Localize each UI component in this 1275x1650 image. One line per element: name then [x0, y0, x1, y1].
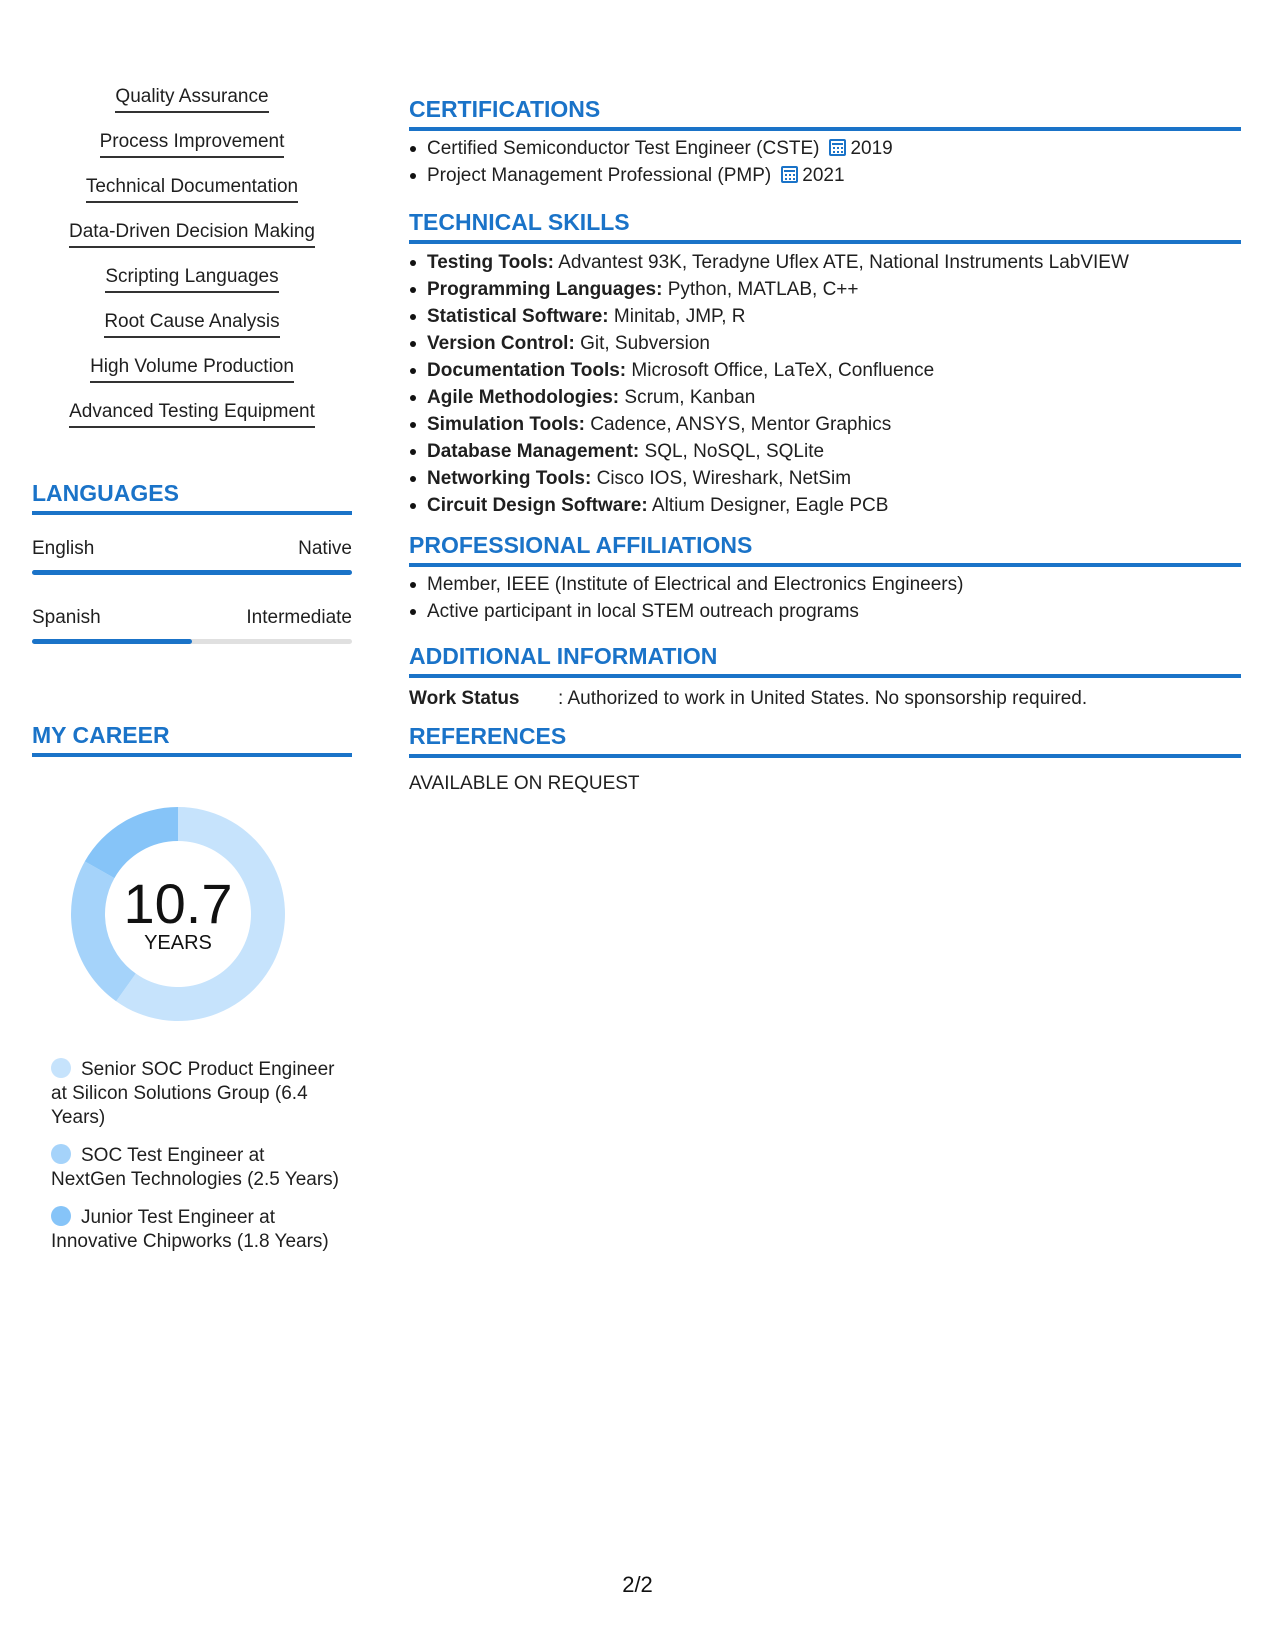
- career-legend-item: [51, 1144, 341, 1192]
- language-spanish: [32, 607, 352, 644]
- tech-skill-item: [409, 465, 1241, 492]
- additional-info-heading: ADDITIONAL INFORMATION: [409, 643, 1241, 678]
- tech-skill-item: [409, 330, 1241, 357]
- language-bar-fill: [32, 639, 192, 644]
- language-name: English: [32, 538, 95, 559]
- career-legend-text: Junior Test Engineer at Innovative Chipworks (1.8 Years): [51, 1207, 329, 1252]
- certification-item: [409, 162, 1241, 189]
- skill-item: [32, 311, 352, 356]
- certifications-list: [409, 135, 1241, 189]
- career-legend-item: [51, 1058, 341, 1130]
- skill-label: Process Improvement: [100, 131, 285, 158]
- skill-item: [32, 221, 352, 266]
- skill-label: Data-Driven Decision Making: [69, 221, 315, 248]
- language-level: Native: [298, 538, 352, 559]
- legend-dot: [51, 1206, 71, 1226]
- affiliations-list: [409, 571, 1241, 625]
- affiliations-heading: PROFESSIONAL AFFILIATIONS: [409, 532, 1241, 567]
- legend-dot: [51, 1058, 71, 1078]
- career-donut-chart: [65, 801, 291, 1027]
- references-heading: REFERENCES: [409, 723, 1241, 758]
- tech-skill-value: Microsoft Office, LaTeX, Confluence: [631, 360, 935, 381]
- skill-item: [32, 176, 352, 221]
- tech-skill-label: Documentation Tools:: [427, 360, 627, 381]
- skill-label: High Volume Production: [90, 356, 294, 383]
- tech-skill-item: [409, 303, 1241, 330]
- language-bar: [32, 570, 352, 575]
- certification-year: 2021: [802, 165, 845, 186]
- legend-dot: [51, 1144, 71, 1164]
- tech-skill-item: [409, 438, 1241, 465]
- skill-label: Quality Assurance: [115, 86, 268, 113]
- language-english: [32, 538, 352, 575]
- skill-item: [32, 131, 352, 176]
- technical-skills-heading: TECHNICAL SKILLS: [409, 209, 1241, 244]
- technical-skills-list: [409, 249, 1241, 519]
- tech-skill-label: Version Control:: [427, 333, 575, 354]
- language-bar: [32, 639, 352, 644]
- tech-skill-item: [409, 249, 1241, 276]
- career-legend-item: [51, 1206, 341, 1254]
- language-level: Intermediate: [246, 607, 352, 628]
- tech-skill-value: Scrum, Kanban: [624, 387, 756, 408]
- skill-label: Advanced Testing Equipment: [69, 401, 315, 428]
- tech-skill-label: Circuit Design Software:: [427, 495, 648, 516]
- page-number: 2/2: [622, 1572, 653, 1597]
- affiliation-item: Member, IEEE (Institute of Electrical and Electronics Engineers): [409, 571, 1241, 598]
- tech-skill-value: Altium Designer, Eagle PCB: [651, 495, 889, 516]
- skills-list: [32, 86, 352, 446]
- tech-skill-item: [409, 411, 1241, 438]
- certifications-heading: CERTIFICATIONS: [409, 96, 1241, 131]
- references-text: AVAILABLE ON REQUEST: [409, 773, 640, 794]
- languages-heading: LANGUAGES: [32, 480, 352, 515]
- skill-label: Scripting Languages: [105, 266, 278, 293]
- tech-skill-item: [409, 492, 1241, 519]
- work-status-row: [409, 688, 1087, 710]
- tech-skill-value: Cadence, ANSYS, Mentor Graphics: [590, 414, 892, 435]
- career-total-years: 10.7: [123, 871, 233, 935]
- tech-skill-label: Testing Tools:: [427, 252, 555, 273]
- certification-item: [409, 135, 1241, 162]
- tech-skill-label: Database Management:: [427, 441, 640, 462]
- tech-skill-value: Cisco IOS, Wireshark, NetSim: [596, 468, 852, 489]
- tech-skill-value: Minitab, JMP, R: [613, 306, 746, 327]
- tech-skill-label: Programming Languages:: [427, 279, 663, 300]
- career-legend-text: Senior SOC Product Engineer at Silicon Solutions Group (6.4 Years): [51, 1059, 335, 1128]
- donut-center: [65, 801, 291, 1027]
- tech-skill-label: Simulation Tools:: [427, 414, 585, 435]
- language-bar-fill: [32, 570, 352, 575]
- certification-name: Certified Semiconductor Test Engineer (CSTE): [427, 138, 820, 159]
- tech-skill-label: Networking Tools:: [427, 468, 592, 489]
- tech-skill-value: Advantest 93K, Teradyne Uflex ATE, National Instruments LabVIEW: [558, 252, 1129, 273]
- skill-item: [32, 86, 352, 131]
- career-heading: MY CAREER: [32, 722, 352, 757]
- tech-skill-item: [409, 357, 1241, 384]
- skill-label: Root Cause Analysis: [104, 311, 279, 338]
- affiliation-item: Active participant in local STEM outreach programs: [409, 598, 1241, 625]
- language-name: Spanish: [32, 607, 101, 628]
- skill-item: [32, 356, 352, 401]
- career-legend: [51, 1058, 341, 1268]
- skill-item: [32, 401, 352, 446]
- tech-skill-label: Agile Methodologies:: [427, 387, 620, 408]
- tech-skill-item: [409, 276, 1241, 303]
- skill-item: [32, 266, 352, 311]
- tech-skill-value: Python, MATLAB, C++: [667, 279, 859, 300]
- tech-skill-label: Statistical Software:: [427, 306, 609, 327]
- skill-label: Technical Documentation: [86, 176, 298, 203]
- work-status-value: : Authorized to work in United States. No sponsorship required.: [558, 688, 1088, 709]
- calendar-icon: [829, 139, 846, 156]
- calendar-icon: [781, 166, 798, 183]
- certification-year: 2019: [850, 138, 893, 159]
- career-legend-text: SOC Test Engineer at NextGen Technologies (2.5 Years): [51, 1145, 339, 1190]
- career-total-unit: YEARS: [144, 931, 212, 954]
- certification-name: Project Management Professional (PMP): [427, 165, 772, 186]
- tech-skill-value: Git, Subversion: [580, 333, 710, 354]
- work-status-label: Work Status: [409, 688, 520, 709]
- tech-skill-item: [409, 384, 1241, 411]
- tech-skill-value: SQL, NoSQL, SQLite: [644, 441, 825, 462]
